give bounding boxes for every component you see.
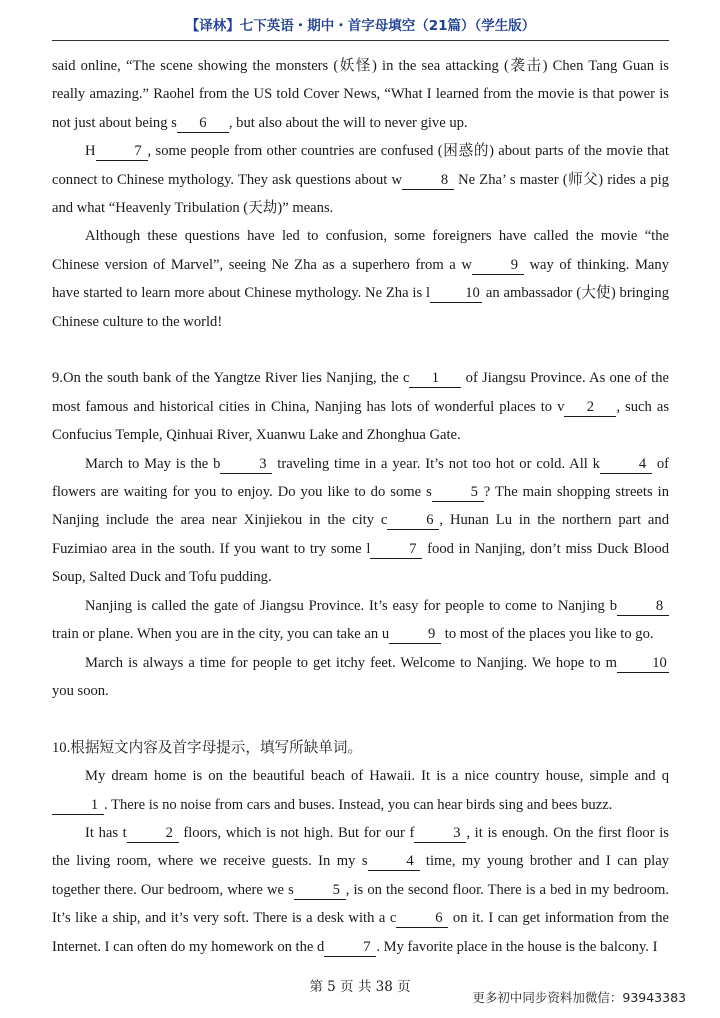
paragraph	[52, 762, 669, 819]
paragraph-text: to most of the places you like to go.	[441, 626, 654, 643]
answer-blank[interactable]: 10	[617, 654, 669, 673]
paragraph-text: , but also about the will to never give up.	[228, 114, 468, 131]
answer-blank[interactable]: 8	[402, 171, 454, 190]
answer-blank[interactable]: 4	[600, 455, 652, 474]
answer-blank[interactable]: 5	[432, 483, 484, 502]
paragraph-text: . There is no noise from cars and buses. Instead, you can hear birds sing and bees buzz.	[104, 796, 613, 813]
answer-blank[interactable]: 6	[177, 114, 229, 133]
paragraph	[52, 592, 669, 649]
paragraph-text: March is always a time for people to get itchy feet. Welcome to Nanjing. We hope to m	[85, 654, 617, 671]
answer-blank[interactable]: 9	[389, 625, 441, 644]
answer-blank[interactable]: 9	[472, 256, 524, 275]
answer-blank[interactable]: 5	[294, 881, 346, 900]
paragraph-text: way of thinking. Many have started to learn more about Chinese mythology. Ne Zha is l	[52, 256, 669, 302]
answer-blank[interactable]: 6	[387, 511, 439, 530]
paragraph-text: on it. I can get information from the Internet. I can often do my homework on the d	[52, 910, 670, 955]
paragraph-text: said online, “The scene showing the monsters (妖怪) in the sea attacking (袭击) Chen Tang Guan is really amazing.” Raohel from the US told Cover News, “What I learned from the movie is that power is not just about being s	[52, 58, 669, 131]
paragraph-text: It has t	[85, 824, 127, 841]
answer-blank[interactable]: 2	[564, 398, 616, 417]
paragraph	[52, 52, 669, 137]
paragraph	[52, 649, 669, 706]
page-number: 第 5 页 共 38 页	[309, 979, 411, 995]
answer-blank[interactable]: 10	[430, 284, 482, 303]
answer-blank[interactable]: 7	[96, 142, 148, 161]
paragraph-text: 9.On the south bank of the Yangtze River lies Nanjing, the c	[52, 370, 410, 387]
paragraph-text: , is on the second floor. There is a bed in my bedroom. It’s like a ship, and it’s very soft. There is a desk with a c	[52, 881, 669, 927]
answer-blank[interactable]: 3	[414, 824, 466, 843]
answer-blank[interactable]: 7	[324, 938, 376, 957]
header-divider	[52, 40, 669, 41]
paragraph-text: H	[85, 143, 96, 160]
answer-blank[interactable]: 3	[220, 455, 272, 474]
paragraph	[52, 364, 669, 449]
paragraph-text: ? The main shopping streets in Nanjing include the area near Xinjiekou in the city c	[52, 484, 669, 529]
answer-blank[interactable]: 6	[396, 909, 448, 928]
paragraph-text: Nanjing is called the gate of Jiangsu Province. It’s easy for people to come to Nanjing b	[85, 597, 617, 614]
answer-blank[interactable]: 1	[52, 796, 104, 815]
paragraph-text: My dream home is on the beautiful beach of Hawaii. It is a nice country house, simple and q	[85, 768, 669, 785]
paragraph-text: floors, which is not high. But for our f	[178, 824, 415, 841]
paragraph-text: , some people from other countries are confused (困惑的) about parts of the movie that connect to Chinese mythology. They ask questions about w	[52, 143, 669, 188]
paragraph	[52, 222, 669, 336]
paragraph-text: food in Nanjing, don’t miss Duck Blood Soup, Salted Duck and Tofu pudding.	[52, 540, 669, 586]
paragraph-text: of flowers are waiting for you to enjoy. Do you like to do some s	[52, 455, 669, 501]
answer-blank[interactable]: 4	[368, 852, 420, 871]
answer-blank[interactable]: 2	[127, 824, 179, 843]
paragraph-text: Ne Zha’ s master (师父) rides a pig and what “Heavenly Tribulation (天劫)” means.	[52, 171, 669, 217]
paragraph-text: train or plane. When you are in the city, you can take an u	[52, 626, 390, 643]
instruction: 10.根据短文内容及首字母提示，填写所缺单词。	[52, 739, 363, 756]
answer-blank[interactable]: 1	[409, 369, 461, 388]
paragraph-text: time, my young brother and I can play together there. Our bedroom, where we s	[52, 853, 670, 898]
answer-blank[interactable]: 7	[370, 540, 422, 559]
answer-blank[interactable]: 8	[617, 597, 669, 616]
paragraph-text: , it is enough. On the first floor is the living room, where we receive guests. In my s	[52, 824, 669, 870]
paragraph-text: , such as Confucius Temple, Qinhuai River, Xuanwu Lake and Zhonghua Gate.	[52, 398, 669, 444]
paragraph-text: you soon.	[52, 682, 109, 699]
paragraph-text: March to May is the b	[85, 455, 221, 472]
page-header: 【译林】七下英语・期中・首字母填空（21篇）（学生版）	[185, 18, 536, 34]
paragraph	[52, 137, 669, 222]
paragraph-text: Although these questions have led to confusion, some foreigners have called the movie “the Chinese version of Marvel”, seeing Ne Zha as a superhero from a w	[52, 228, 669, 273]
paragraph-text: . My favorite place in the house is the balcony. I	[376, 938, 658, 955]
paragraph-text: an ambassador (大使) bringing Chinese culture to the world!	[52, 285, 669, 330]
paragraph	[52, 819, 669, 961]
paragraph-text: of Jiangsu Province. As one of the most famous and historical cities in China, Nanjing has lots of wonderful places to v	[52, 370, 669, 415]
paragraph	[52, 450, 669, 592]
paragraph-text: traveling time in a year. It’s not too hot or cold. All k	[272, 455, 600, 472]
footer-note: 更多初中同步资料加微信：93943383	[472, 990, 686, 1005]
paragraph-text: , Hunan Lu in the northern part and Fuzimiao area in the south. If you want to try some l	[52, 512, 669, 557]
document-body	[52, 52, 669, 961]
